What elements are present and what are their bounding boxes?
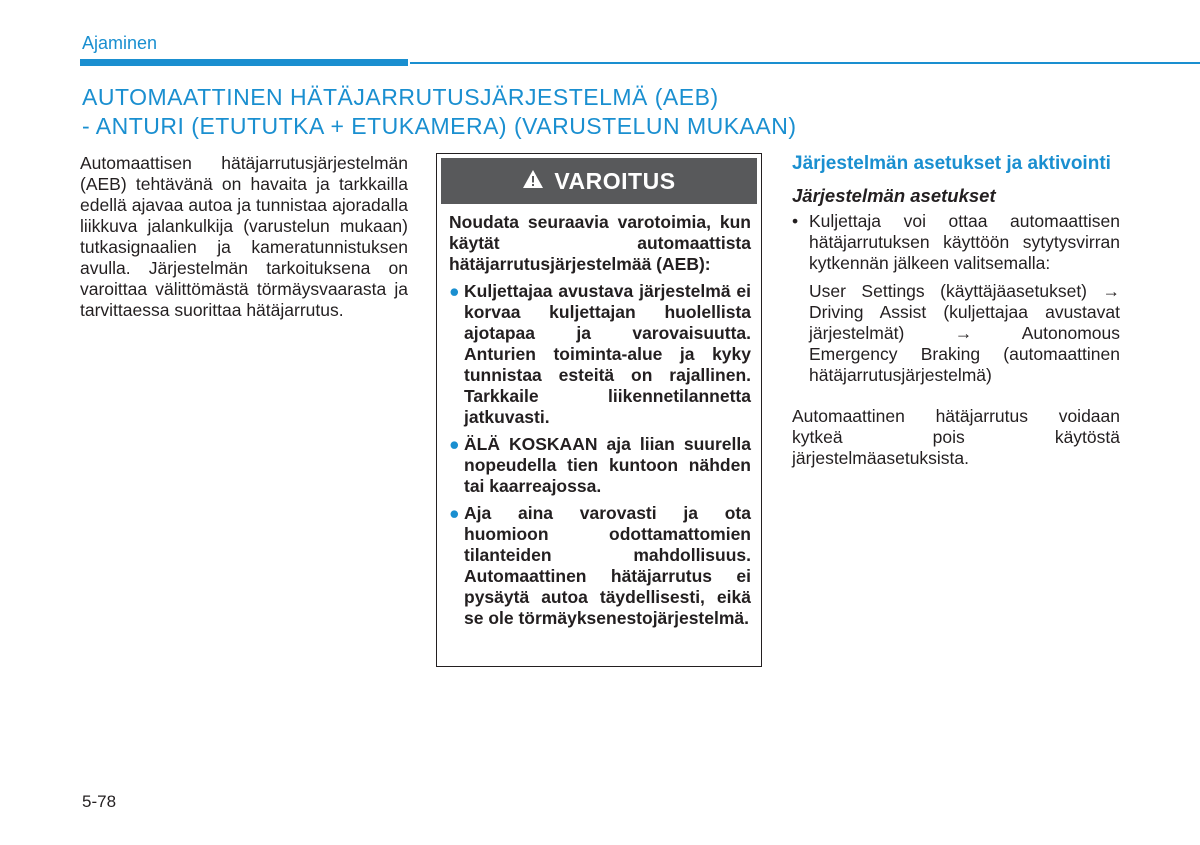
- warning-heading: VAROITUS: [554, 167, 676, 194]
- warning-triangle-icon: [522, 168, 544, 195]
- settings-subheading: Järjestelmän asetukset: [792, 185, 996, 206]
- page-title: [82, 83, 1142, 141]
- settings-heading: Järjestelmän asetukset ja aktivointi: [792, 153, 1111, 174]
- warning-body: [437, 208, 761, 629]
- list-item: ● Kuljettajaa avustava järjestelmä ei korvaa kuljettajan huolellista ajotapaa ja varovaisuutta. Anturien toiminta-alue ja kyky tunnistaa esteitä on rajallinen. Tarkkaile liikennetilannetta jatkuvasti.: [449, 281, 751, 427]
- menu-path: User Settings (käyttäjäasetukset) → Driving Assist (kuljettajaa avustavat järjestelmät) → Autonomous Emergency Braking (automaattinen hätäjarrutusjärjestelmä): [809, 281, 1120, 385]
- left-column: [80, 153, 408, 321]
- list-item: ● ÄLÄ KOSKAAN aja liian suurella nopeudella tien kuntoon nähden tai kaarreajossa.: [449, 434, 751, 496]
- page-title-line2: - ANTURI (ETUTUTKA + ETUKAMERA) (VARUSTELUN MUKAAN): [82, 113, 797, 139]
- warning-list: [449, 281, 751, 629]
- disable-paragraph: Automaattinen hätäjarrutus voidaan kytkeä pois käytöstä järjestelmäasetuksista.: [792, 406, 1120, 468]
- list-item: ● Aja aina varovasti ja ota huomioon odottamattomien tilanteiden mahdollisuus. Automaattinen hätäjarrutus ei pysäytä autoa täydellisesti, eikä se ole törmäyksenestojärjestelmä.: [449, 503, 751, 628]
- header-rule-thick: [80, 59, 408, 66]
- bullet-icon: •: [792, 211, 799, 231]
- right-column: [792, 153, 1120, 469]
- bullet-icon: ●: [449, 281, 460, 301]
- warning-box: [436, 153, 762, 667]
- settings-bullet: • Kuljettaja voi ottaa automaattisen hätäjarrutuksen käyttöön sytytysvirran kytkennän jälkeen valitsemalla:: [792, 211, 1120, 273]
- warning-header: [441, 158, 757, 204]
- warning-intro: Noudata seuraavia varotoimia, kun käytät automaattista hätäjarrutusjärjestelmää (AEB):: [449, 212, 751, 274]
- header-rule-thin: [410, 62, 1200, 64]
- bullet-icon: ●: [449, 503, 460, 523]
- page-number: 5-78: [82, 792, 117, 811]
- intro-paragraph: Automaattisen hätäjarrutusjärjestelmän (AEB) tehtävänä on havaita ja tarkkailla edellä ajavaa autoa ja tunnistaa ajoradalla liikkuva jalankulkija (varustelun mukaan) tutkasignaalien ja kameratunnistuksen avulla. Järjestelmän tarkoituksena on varoittaa välittömästä törmäysvaarasta ja tarvittaessa suorittaa hätäjarrutus.: [80, 153, 408, 320]
- page-title-line1: AUTOMAATTINEN HÄTÄJARRUTUSJÄRJESTELMÄ (AEB): [82, 84, 719, 110]
- section-label: Ajaminen: [82, 33, 158, 53]
- bullet-icon: ●: [449, 434, 460, 454]
